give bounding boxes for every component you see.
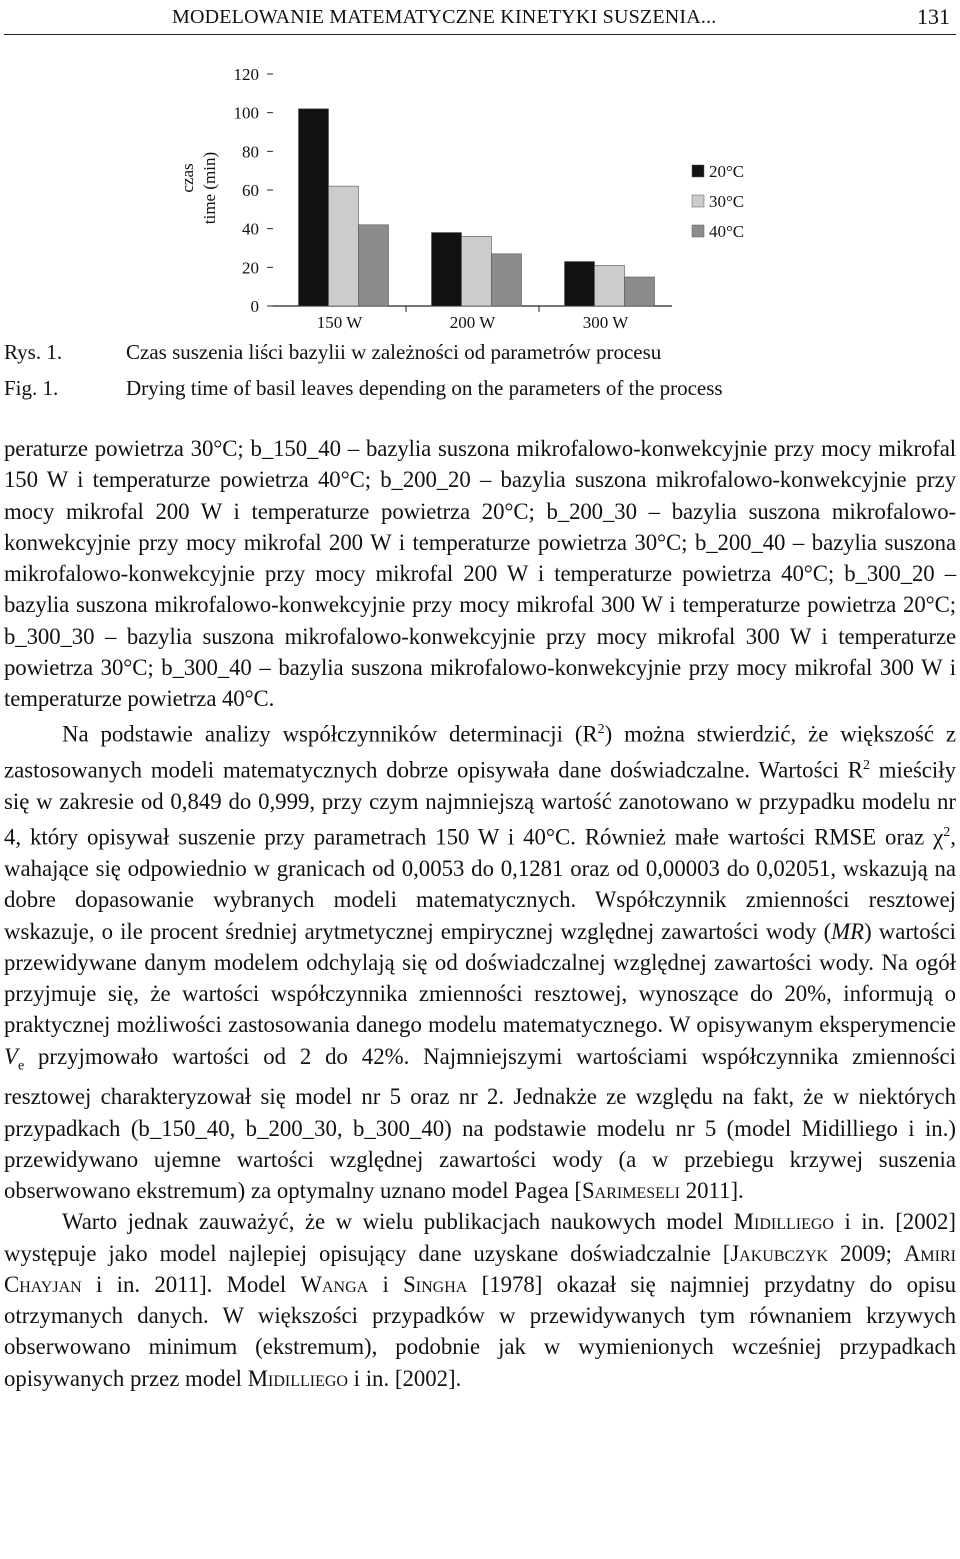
- legend-swatch: [692, 165, 704, 177]
- bar-200W-0: [432, 233, 462, 306]
- y-tick-label: 20: [242, 258, 259, 278]
- caption-label-pl: Rys. 1.: [4, 340, 63, 364]
- paragraph-sample-codes: peraturze powietrza 30°C; b_150_40 – bazylia suszona mikrofalowo-konwekcyjnie przy mocy mikrofal 150 W i temperaturze powietrza 40°C; b_200_20 – bazylia suszona mikrofalowo-konwekcyjnie przy mocy mikrofal 200 W i temperaturze powietrza 20°C; b_200_30 – bazylia suszona mikrofalowo-konwekcyjnie przy mocy mikrofal 200 W i temperaturze powietrza 30°C; b_200_40 – bazylia suszona mikrofalowo-konwekcyjnie przy mocy mikrofal 200 W i temperaturze powietrza 40°C; b_300_20 – bazylia suszona mikrofalowo-konwekcyjnie przy mocy mikrofal 300 W i temperaturze powietrza 20°C; b_300_30 – bazylia suszona mikrofalowo-konwekcyjnie przy mocy mikrofal 300 W i temperaturze powietrza 30°C; b_300_40 – bazylia suszona mikrofalowo-konwekcyjnie przy mocy mikrofal 300 W i temperaturze powietrza 40°C.: [4, 436, 956, 711]
- y-tick-label: 100: [233, 103, 259, 123]
- citation-sarimeseli: Sarimeseli: [581, 1178, 680, 1204]
- x-category-label: 200 W: [449, 313, 496, 332]
- bar-150W-1: [329, 186, 359, 306]
- bar-200W-2: [492, 254, 522, 306]
- y-tick-label: 80: [242, 142, 259, 162]
- running-title: MODELOWANIE MATEMATYCZNE KINETYKI SUSZENIA...: [172, 6, 717, 28]
- bar-150W-2: [359, 225, 389, 306]
- chart-bars: [299, 109, 655, 306]
- chart-legend: [692, 162, 744, 241]
- y-axis-label-en: time (min): [200, 151, 219, 225]
- y-tick-label: 120: [233, 65, 259, 84]
- caption-label-en: Fig. 1.: [4, 376, 59, 400]
- bar-chart: [0, 50, 960, 340]
- body-text: [4, 433, 956, 1394]
- paragraph-literature: Warto jednak zauważyć, że w wielu publikacjach naukowych model Midilliego i in. [2002] występuje jako model najlepiej opisujący dane uzyskane doświadczalnie [Jakubczyk 2009; Amiri Chayjan i in. 2011]. Model Wanga i Singha [1978] okazał się najmniej przydatny do opisu otrzymanych danych. W większości przypadków w przewidywanych tym równaniem krzywych obserwowano minimum (ekstremum), podobnie jak w wymienionych wcześniej przypadkach opisywanych przez model Midilliego i in. [2002].: [4, 1209, 956, 1391]
- caption-text-pl: Czas suszenia liści bazylii w zależności od parametrów procesu: [126, 340, 662, 364]
- paragraph-model-fit: Na podstawie analizy współczynników determinacji $(R^2)$ można stwierdzić, że większość z zastosowanych modeli matematycznych dobrze opisywała dane doświadczalne. Wartości $R^2$ mieściły się w zakresie od 0,849 do 0,999, przy czym najmniejszą wartość zanotowano w przypadku modelu nr 4, który opisywał suszenie przy parametrach 150 W i 40°C. Również małe wartości RMSE oraz $\chi^2$, wahające się odpowiednio w granicach od 0,0053 do 0,1281 oraz od 0,00003 do 0,02051, wskazują na dobre dopasowanie wybranych modeli matematycznych. Współczynnik zmienności resztowej wskazuje, o ile procent średniej arytmetycznej empirycznej względnej zawartości wody (MR) wartości przewidywane danym modelem odchylają się od doświadczalnej względnej zawartości wody. Na ogół przyjmuje się, że wartości współczynnika zmienności resztowej, wynoszące do 20%, informują o praktycznej możliwości zastosowania danego modelu matematycznego. W opisywanym eksperymencie $V_e$ przyjmowało wartości od 2 do 42%. Najmniejszymi wartościami współczynnika zmienności resztowej charakteryzował się model nr 5 oraz nr 2. Jednakże ze względu na fakt, że w niektórych przypadkach (b_150_40, b_200_30, b_300_40) na podstawie modelu nr 5 (model Midilliego i in.) przewidywano ujemne wartości względnej zawartości wody (a w przebiegu krzywej suszenia obserwowano ekstremum) za optymalny uznano model Pagea [Sarimeseli 2011].: [4, 721, 956, 1204]
- legend-label: 20°C: [709, 162, 745, 181]
- bar-150W-0: [299, 109, 329, 306]
- bar-300W-1: [595, 265, 625, 306]
- bar-300W-0: [565, 262, 595, 306]
- y-tick-label: 0: [250, 297, 259, 316]
- legend-label: 30°C: [709, 192, 745, 211]
- legend-swatch: [692, 195, 704, 207]
- y-axis-label-pl: czas: [178, 163, 197, 193]
- y-tick-label: 60: [242, 181, 259, 200]
- bar-300W-2: [625, 277, 655, 306]
- chart-x-categories: [317, 306, 629, 332]
- x-category-label: 300 W: [582, 313, 629, 332]
- header-rule: [4, 34, 956, 35]
- running-header: [0, 0, 960, 36]
- legend-swatch: [692, 225, 704, 237]
- chart-y-ticks: [234, 65, 274, 316]
- y-tick-label: 40: [242, 219, 259, 239]
- caption-text-en: Drying time of basil leaves depending on the parameters of the process: [126, 376, 723, 400]
- legend-label: 40°C: [709, 222, 745, 241]
- x-category-label: 150 W: [316, 313, 363, 332]
- bar-200W-1: [462, 236, 492, 306]
- page-number: 131: [917, 4, 950, 29]
